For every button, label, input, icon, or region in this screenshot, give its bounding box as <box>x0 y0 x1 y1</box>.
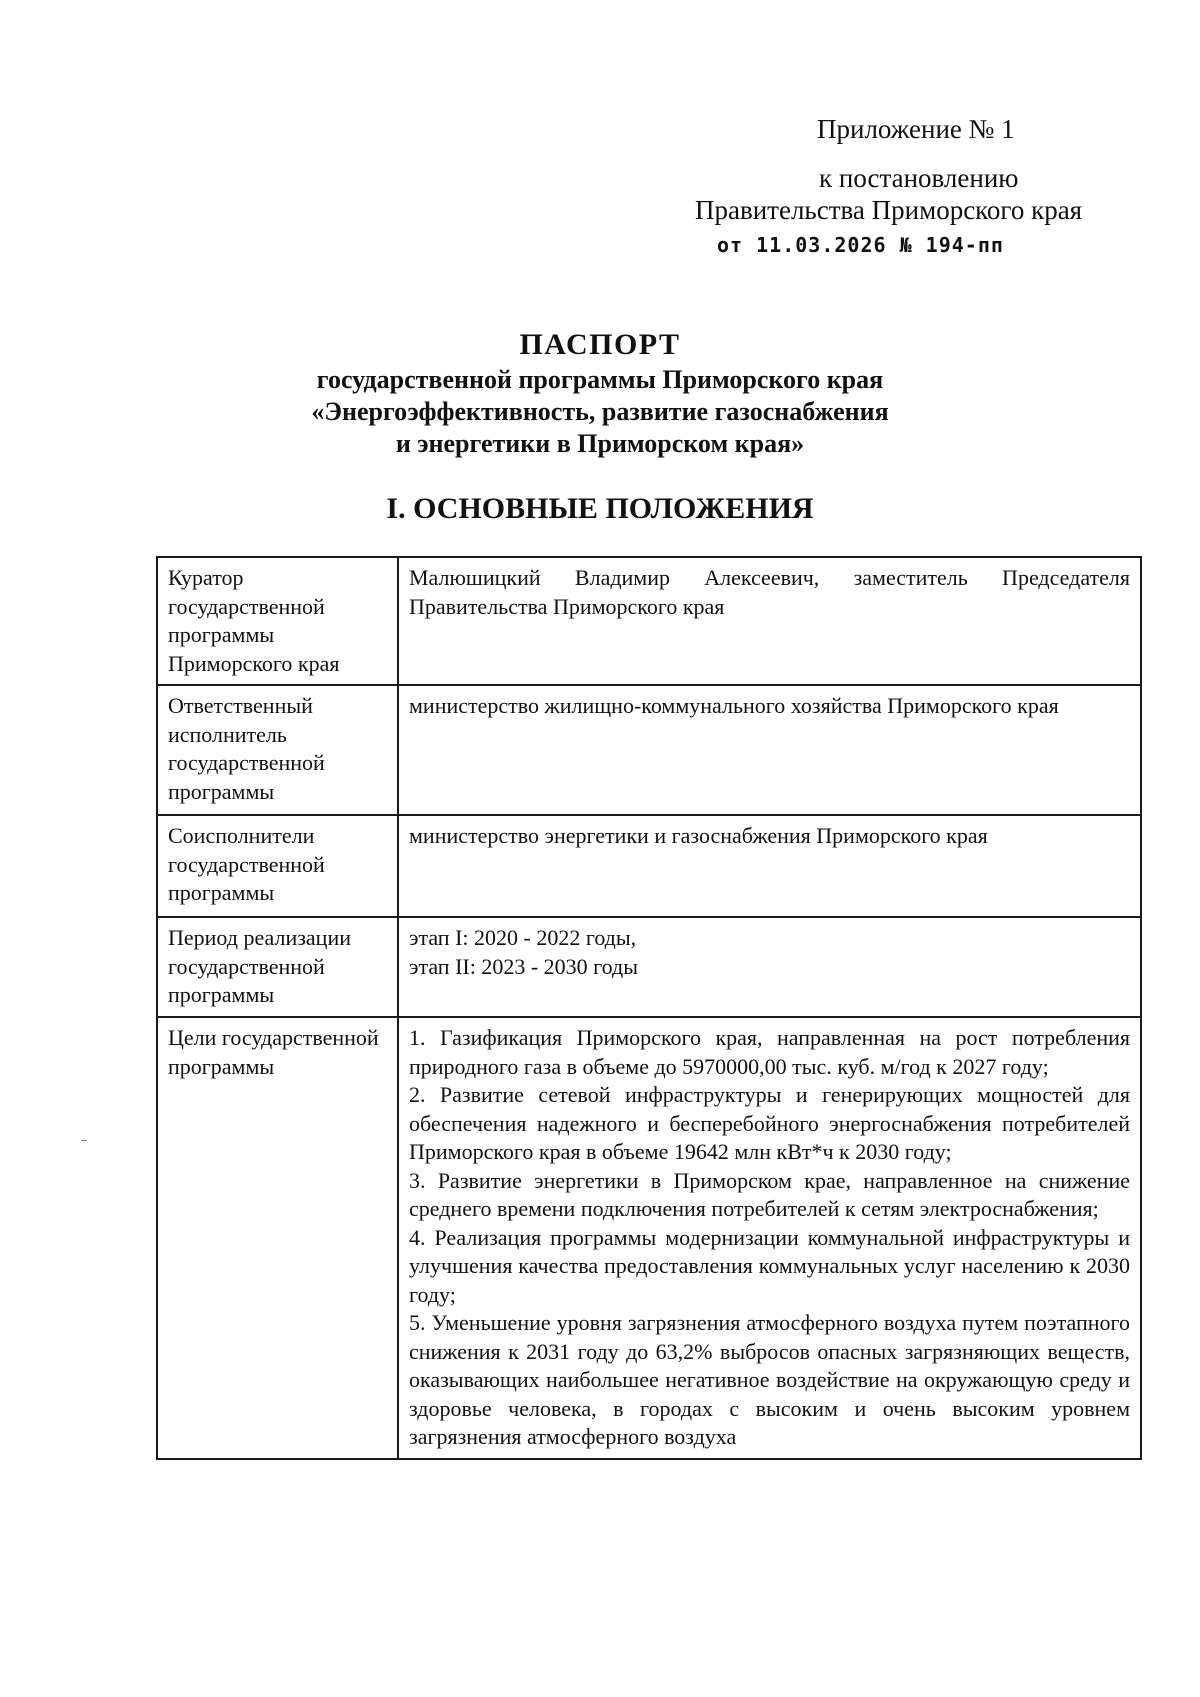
row-value: министерство энергетики и газоснабжения Приморского края <box>398 815 1141 917</box>
passport-table <box>156 556 1142 1460</box>
table-row-responsible-executor <box>157 685 1141 815</box>
program-title-line-2: «Энергоэффективность, развитие газоснабжения <box>311 397 889 426</box>
goal-item: 3. Развитие энергетики в Приморском крае, направленное на снижение среднего времени подключения потребителей к сетям электроснабжения; <box>409 1167 1130 1221</box>
resolution-date-number-stamp: от 11.03.2026 № 194-пп <box>717 233 1004 257</box>
scan-artifact <box>81 1140 87 1141</box>
row-label: Ответственный исполнитель государственной программы <box>157 685 398 815</box>
row-label: Период реализации государственной программы <box>157 917 398 1017</box>
resolution-reference: к постановлению <box>819 163 1019 193</box>
stage-one: этап I: 2020 - 2022 годы, <box>409 925 637 950</box>
row-label: Куратор государственной программы Приморского края <box>157 557 398 685</box>
row-value <box>398 1017 1141 1459</box>
section-heading: I. ОСНОВНЫЕ ПОЛОЖЕНИЯ <box>386 492 814 525</box>
goal-item: 1. Газификация Приморского края, направленная на рост потребления природного газа в объеме до 5970000,00 тыс. куб. м/год к 2027 году; <box>409 1025 1130 1079</box>
row-value: Малюшицкий Владимир Алексеевич, заместитель Председателя Правительства Приморского края <box>398 557 1141 685</box>
government-name: Правительства Приморского края <box>695 195 1083 225</box>
program-title-line-3: и энергетики в Приморском края» <box>395 429 805 458</box>
goal-item: 5. Уменьшение уровня загрязнения атмосферного воздуха путем поэтапного снижения к 2031 году до 63,2% выбросов опасных загрязняющих веществ, оказывающих наибольшее негативное воздействие на окружающую среду и здоровье человека, в городах с высоким и очень высоким уровнем загрязнения атмосферного воздуха <box>409 1310 1130 1449</box>
goal-item: 2. Развитие сетевой инфраструктуры и генерирующих мощностей для обеспечения надежного и бесперебойного энергоснабжения потребителей Приморского края в объеме 19642 млн кВт*ч к 2030 году; <box>409 1082 1130 1164</box>
table-row-implementation-period <box>157 917 1141 1017</box>
table-row-goals <box>157 1017 1141 1459</box>
row-value: министерство жилищно-коммунального хозяйства Приморского края <box>398 685 1141 815</box>
passport-heading: ПАСПОРТ <box>519 328 681 361</box>
table-row-curator <box>157 557 1141 685</box>
program-title-line-1: государственной программы Приморского края <box>316 365 884 394</box>
row-label: Соисполнители государственной программы <box>157 815 398 917</box>
stage-two: этап II: 2023 - 2030 годы <box>409 953 638 979</box>
appendix-number: Приложение № 1 <box>817 114 1015 144</box>
table-row-co-executors <box>157 815 1141 917</box>
row-label: Цели государственной программы <box>157 1017 398 1459</box>
row-value <box>398 917 1141 1017</box>
goal-item: 4. Реализация программы модернизации коммунальной инфраструктуры и улучшения качества предоставления коммунальных услуг населению к 2030 году; <box>409 1224 1130 1307</box>
